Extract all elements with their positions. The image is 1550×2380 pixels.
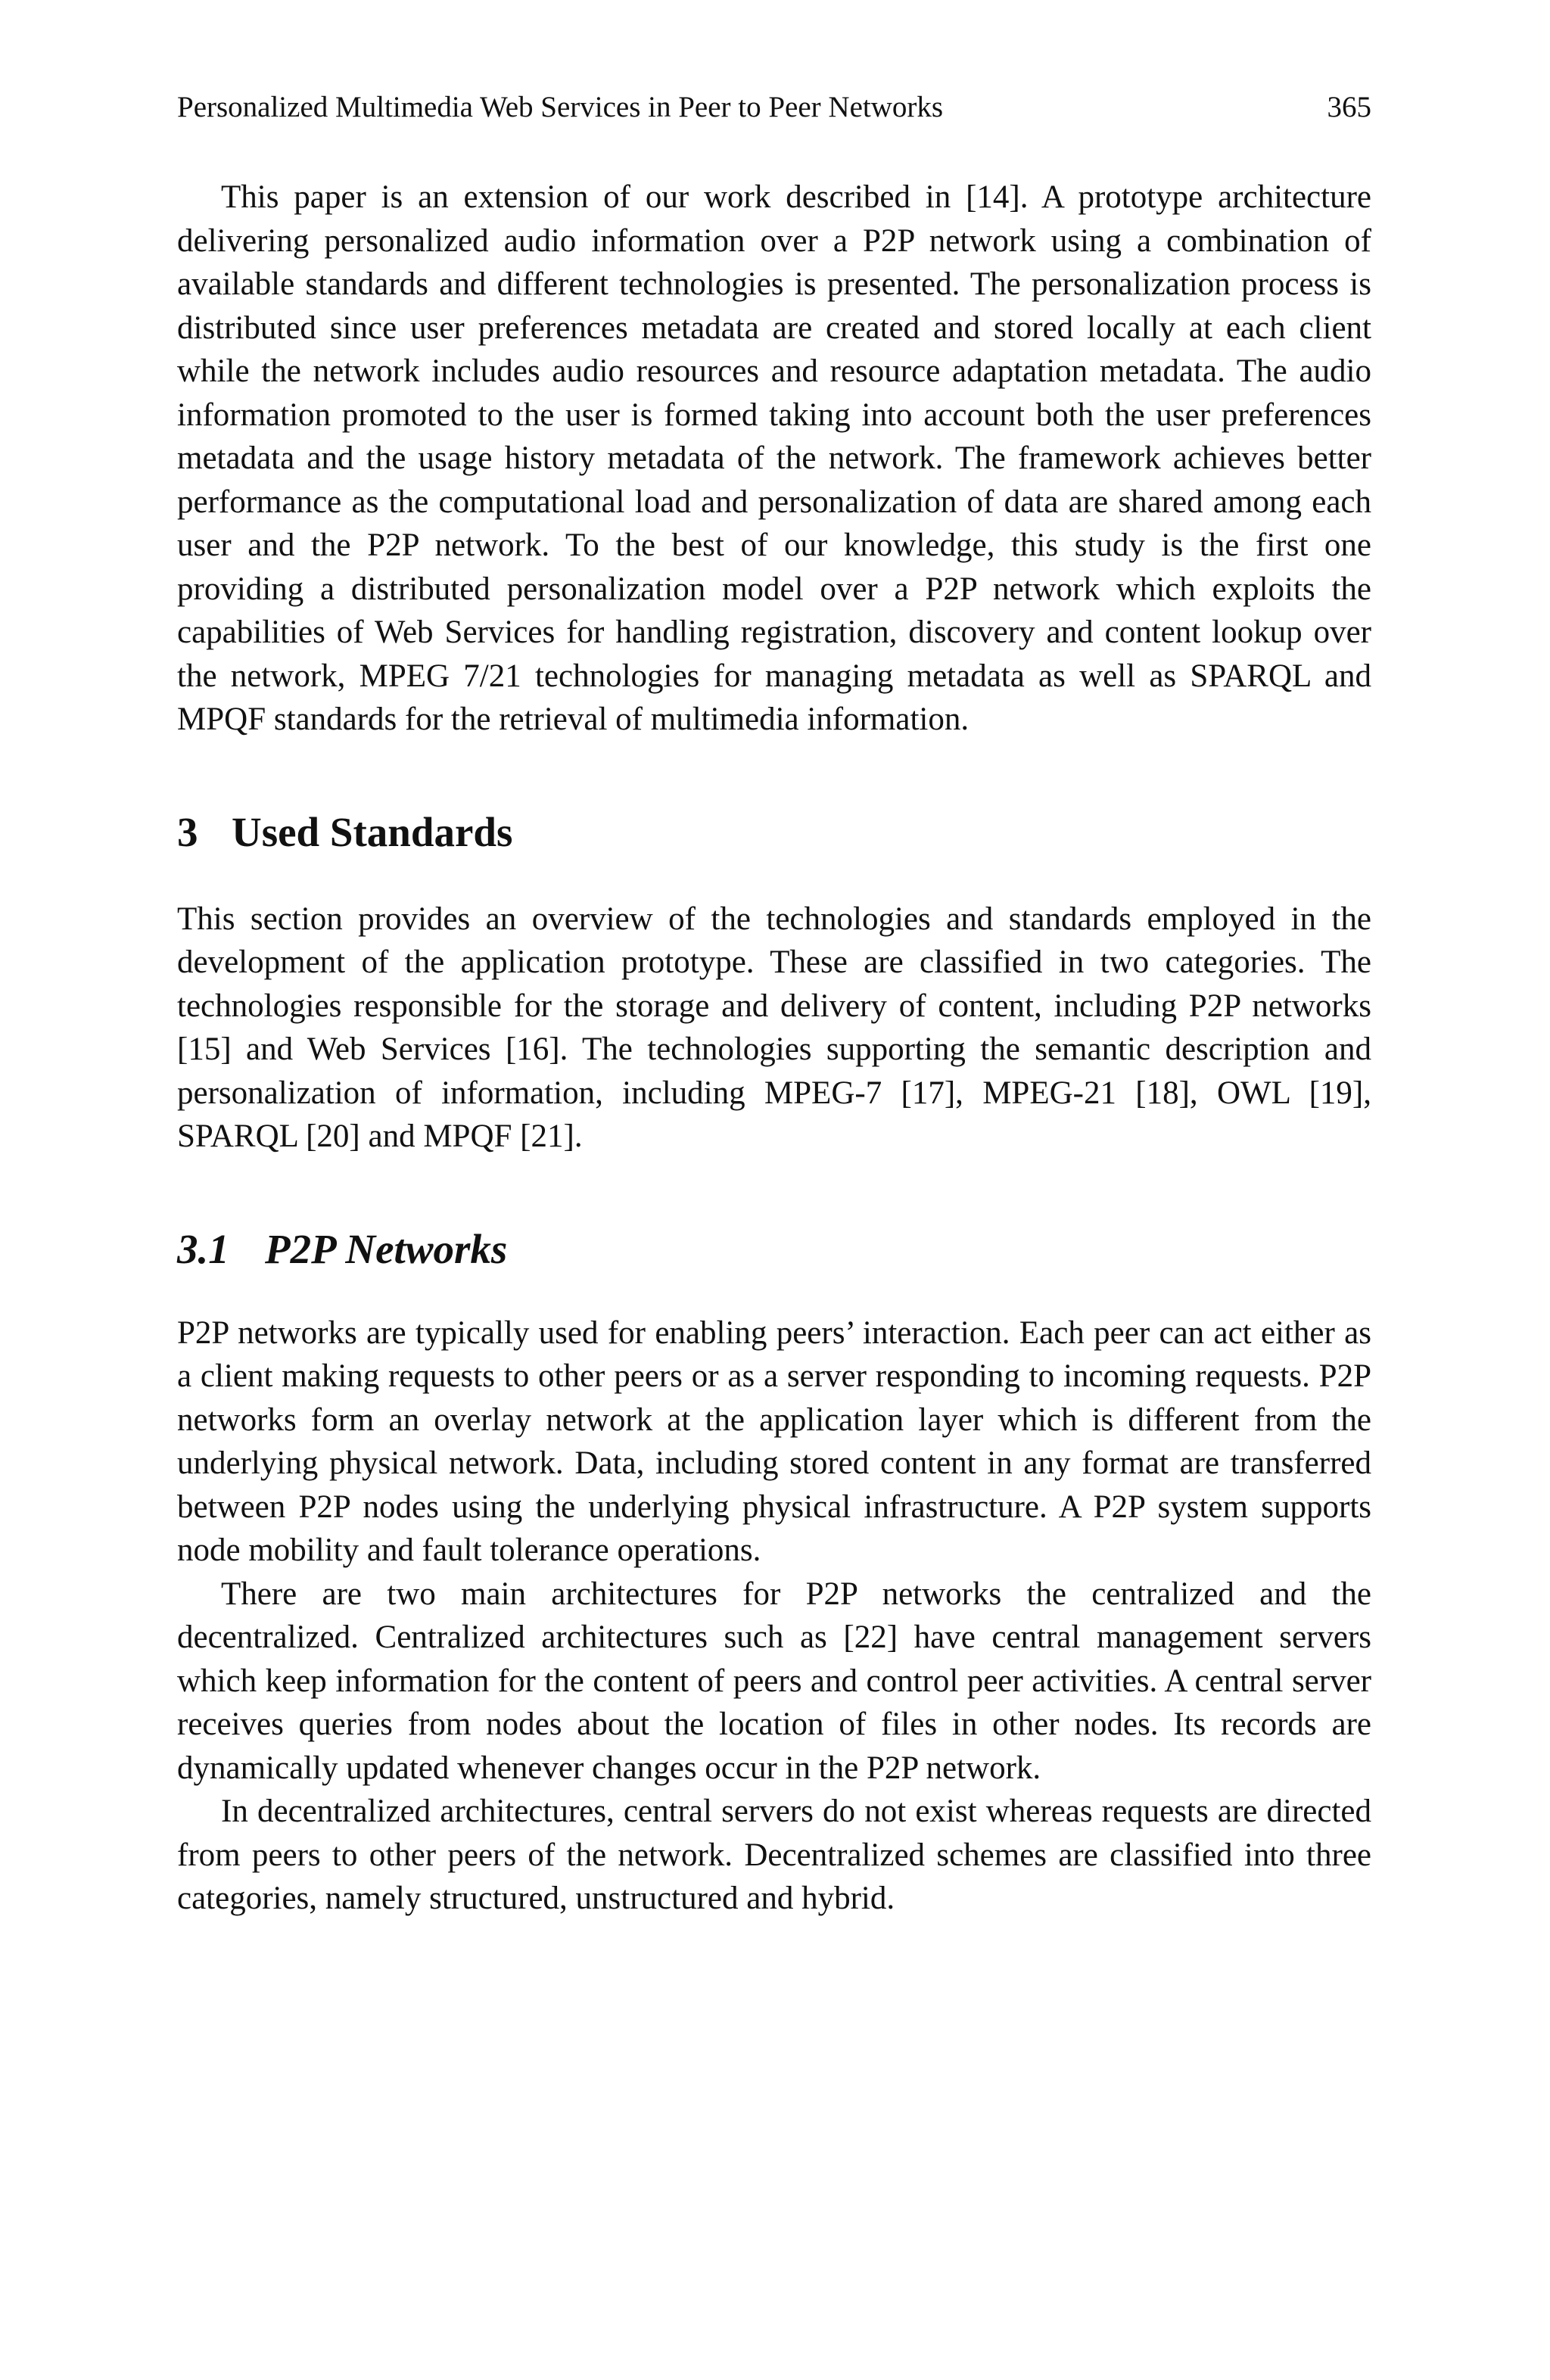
subsection-paragraph-1: P2P networks are typically used for enabling peers’ interaction. Each peer can act either as a client making requests to other peers or as a server responding to incoming requests. P2P networks form an overlay network at the application layer which is different from the underlying physical network. Data, including stored content in any format are transferred between P2P nodes using the underlying physical infrastructure. A P2P system supports node mobility and fault tolerance operations. (177, 1314, 1371, 1568)
intro-paragraph: This paper is an extension of our work described in [14]. A prototype architecture delivering personalized audio information over a P2P network using a combination of available standards and different technologies is presented. The personalization process is distributed since user preferences metadata are created and stored locally at each client while the network includes audio resources and resource adaptation metadata. The audio information promoted to the user is formed taking into account both the user preferences metadata and the usage history metadata of the network. The framework achieves better performance as the computational load and personalization of data are shared among each user and the P2P network. To the best of our knowledge, this study is the first one providing a distributed personalization model over a P2P network which exploits the capabilities of Web Services for handling registration, discovery and content lookup over the network, MPEG 7/21 technologies for managing metadata as well as SPARQL and MPQF standards for the retrieval of multimedia information. (177, 179, 1371, 737)
subsection-heading (177, 1225, 1371, 1274)
running-header (177, 89, 1371, 126)
section-paragraph: This section provides an overview of the technologies and standards employed in the development of the application prototype. These are classified in two categories. The technologies responsible for the storage and delivery of content, including P2P networks [15] and Web Services [16]. The technologies supporting the semantic description and personalization of information, including MPEG-7 [17], MPEG-21 [18], OWL [19], SPARQL [20] and MPQF [21]. (177, 901, 1371, 1154)
section-title: Used Standards (232, 808, 513, 855)
subsection-number: 3.1 (177, 1225, 229, 1272)
page (177, 89, 1371, 1921)
section-heading (177, 808, 1371, 857)
running-title: Personalized Multimedia Web Services in Peer to Peer Networks (177, 91, 944, 123)
subsection-title: P2P Networks (265, 1225, 508, 1272)
subsection-paragraph-2: There are two main architectures for P2P networks the centralized and the decentralized. Centralized architectures such as [22] have central management servers which keep information for the content of peers and control peer activities. A central server receives queries from nodes about the location of files in other nodes. Its records are dynamically updated whenever changes occur in the P2P network. (177, 1576, 1371, 1786)
page-number: 365 (1327, 91, 1371, 123)
subsection-paragraph-3: In decentralized architectures, central servers do not exist whereas requests are directed from peers to other peers of the network. Decentralized schemes are classified into three categories, namely structured, unstructured and hybrid. (177, 1794, 1371, 1916)
section-number: 3 (177, 808, 198, 855)
